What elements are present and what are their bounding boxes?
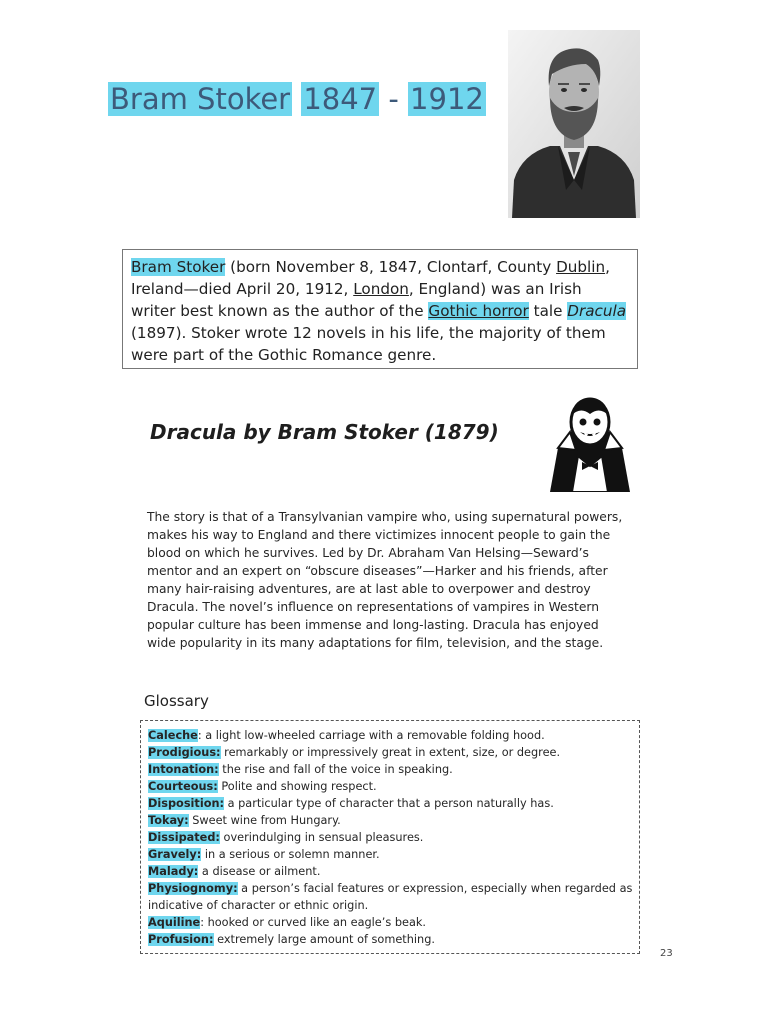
title-birth-year: 1847 (303, 82, 378, 116)
glossary-box (140, 720, 640, 954)
glossary-term: Prodigious: (148, 746, 221, 759)
link-dublin[interactable]: Dublin (556, 258, 606, 276)
title-author-name: Bram Stoker (110, 82, 291, 116)
glossary-term: Caleche (148, 729, 198, 742)
page-title (108, 82, 486, 116)
glossary-definition: remarkably or impressively great in extent, size, or degree. (220, 746, 561, 759)
glossary-term: Courteous: (148, 780, 218, 793)
link-dracula[interactable]: Dracula (567, 302, 627, 320)
glossary-item (148, 931, 639, 948)
bio-text-2: , Ireland—died April 20, 1912, (131, 258, 610, 298)
glossary-definition: : a light low-wheeled carriage with a removable folding hood. (197, 729, 545, 742)
link-gothic-horror[interactable]: Gothic horror (428, 302, 529, 320)
link-london[interactable]: London (353, 280, 409, 298)
section-title: Dracula by Bram Stoker (1879) (150, 420, 499, 444)
glossary-definition: a disease or ailment. (198, 865, 321, 878)
glossary-definition: a particular type of character that a person naturally has. (224, 797, 554, 810)
glossary-definition: the rise and fall of the voice in speaking. (218, 763, 453, 776)
title-separator: - (379, 82, 409, 116)
glossary-definition: extremely large amount of something. (213, 933, 435, 946)
glossary-definition: overindulging in sensual pleasures. (219, 831, 424, 844)
glossary-definition: in a serious or solemn manner. (201, 848, 380, 861)
glossary-item (148, 744, 639, 761)
glossary-title: Glossary (144, 692, 209, 710)
glossary-definition: Sweet wine from Hungary. (188, 814, 341, 827)
bio-text-5: (1897). Stoker wrote 12 novels in his life, the majority of them were part of the Gothic Romance genre. (131, 324, 606, 364)
glossary-definition: Polite and showing respect. (217, 780, 377, 793)
glossary-term: Disposition: (148, 797, 225, 810)
glossary-term: Gravely: (148, 848, 202, 861)
glossary-item (148, 761, 639, 778)
biography-box (122, 249, 638, 369)
glossary-item (148, 812, 639, 829)
glossary-item (148, 880, 639, 914)
bio-text-4: tale (528, 302, 568, 320)
biography-text (131, 256, 629, 366)
page-number: 23 (660, 948, 673, 959)
glossary-item (148, 727, 639, 744)
glossary-term: Malady: (148, 865, 199, 878)
bio-text-3: , England) was an Irish writer best known as the author of the (131, 280, 582, 320)
glossary-definition: a person’s facial features or expression, especially when regarded as indicative of character or ethnic origin. (148, 882, 633, 912)
glossary-term: Physiognomy: (148, 882, 238, 895)
glossary-item (148, 829, 639, 846)
glossary-term: Intonation: (148, 763, 219, 776)
glossary-definition: : hooked or curved like an eagle’s beak. (200, 916, 427, 929)
glossary-item (148, 846, 639, 863)
story-paragraph: The story is that of a Transylvanian vampire who, using supernatural powers, makes his way to England and there victimizes innocent people to gain the blood on which he survives. Led by Dr. Abraham Van Helsing—Seward’s mentor and an expert on “obscure diseases”—Harker and his friends, after many hair-raising adventures, are at last able to overpower and destroy Dracula. The novel’s influence on representations of vampires in Western popular culture has been immense and long-lasting. Dracula has enjoyed wide popularity in its many adaptations for film, television, and the stage. (147, 510, 623, 650)
glossary-item (148, 778, 639, 795)
glossary-item (148, 863, 639, 880)
bio-author-name: Bram Stoker (131, 258, 226, 276)
bio-text-1: (born November 8, 1847, Clontarf, County (225, 258, 557, 276)
glossary-term: Aquiline (148, 916, 201, 929)
glossary-term: Profusion: (148, 933, 214, 946)
dracula-icon (544, 392, 636, 492)
bram-stoker-portrait (508, 30, 640, 218)
glossary-item (148, 795, 639, 812)
glossary-term: Tokay: (148, 814, 189, 827)
glossary-item (148, 914, 639, 931)
glossary-term: Dissipated: (148, 831, 220, 844)
title-death-year: 1912 (410, 82, 484, 116)
